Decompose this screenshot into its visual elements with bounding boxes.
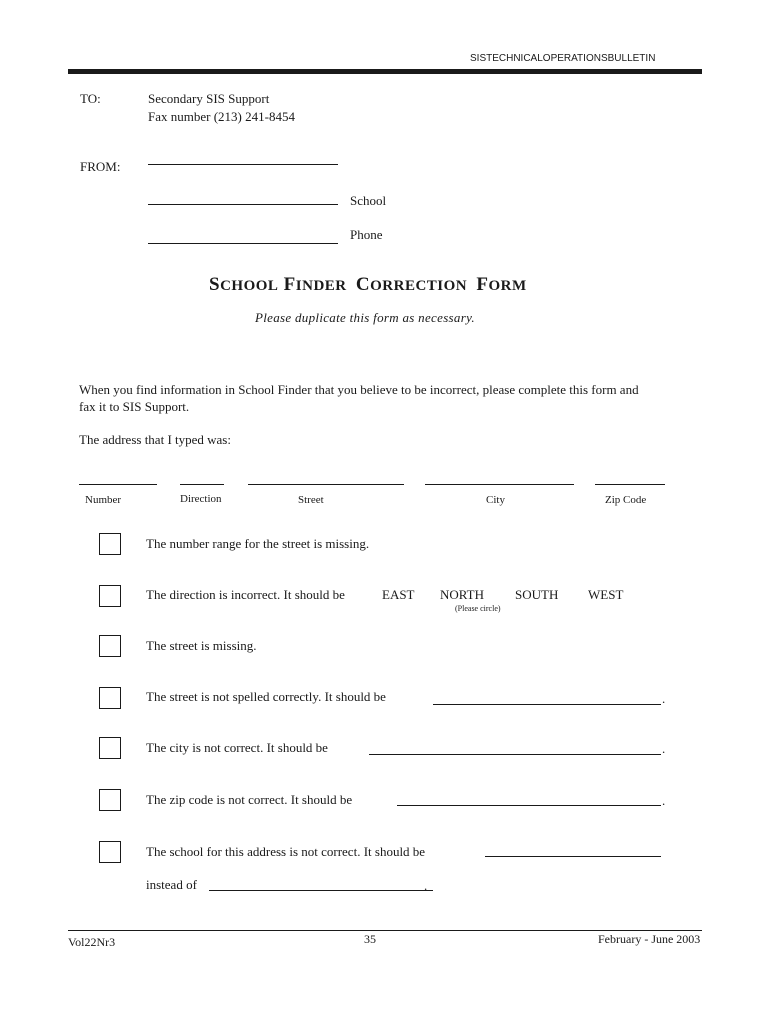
from-name-field[interactable] — [148, 164, 338, 165]
direction-west-option[interactable]: WEST — [588, 587, 624, 602]
from-phone-field[interactable] — [148, 243, 338, 244]
zip-correction-field[interactable] — [397, 805, 661, 806]
intro-line-2: fax it to SIS Support. — [79, 399, 190, 414]
city-correction-field[interactable] — [369, 754, 661, 755]
street-spelling-checkbox[interactable] — [99, 687, 121, 709]
form-title — [209, 274, 527, 296]
to-recipient: Secondary SIS Support — [148, 91, 270, 106]
school-incorrect-checkbox[interactable] — [99, 841, 121, 863]
direction-east-option[interactable]: EAST — [382, 587, 415, 602]
zip-incorrect-text: The zip code is not correct. It should be — [146, 792, 353, 807]
to-fax: Fax number (213) 241-8454 — [148, 109, 295, 124]
city-incorrect-checkbox[interactable] — [99, 737, 121, 759]
street-label: Street — [298, 494, 324, 506]
to-label: TO: — [80, 91, 101, 106]
street-missing-text: The street is missing. — [146, 638, 257, 653]
direction-incorrect-text: The direction is incorrect. It should be — [146, 587, 345, 602]
address-zip-field[interactable] — [595, 484, 665, 485]
zip-label: Zip Code — [605, 494, 647, 506]
zip-incorrect-checkbox[interactable] — [99, 789, 121, 811]
address-number-field[interactable] — [79, 484, 157, 485]
footer-date: February - June 2003 — [598, 932, 701, 946]
instead-of-field[interactable] — [209, 890, 433, 891]
number-label: Number — [85, 494, 122, 506]
title-word-correction: CORRECTION — [355, 274, 468, 295]
title-word-school: SCHOOL — [209, 274, 279, 295]
title-word-finder: FINDER — [283, 274, 347, 295]
city-label: City — [486, 494, 505, 506]
school-correction-field[interactable] — [485, 856, 661, 857]
address-street-field[interactable] — [248, 484, 404, 485]
from-school-field[interactable] — [148, 204, 338, 205]
header-rule — [68, 69, 702, 74]
footer-rule — [68, 930, 702, 931]
zip-period: . — [662, 793, 666, 808]
instead-of-label: instead of — [146, 877, 197, 892]
street-spelling-text: The street is not spelled correctly. It should be — [146, 689, 386, 704]
school-incorrect-text: The school for this address is not correct. It should be — [146, 844, 426, 859]
footer-volume: Vol22Nr3 — [68, 935, 116, 949]
street-spelling-field[interactable] — [433, 704, 661, 705]
title-word-form: FORM — [476, 274, 527, 295]
street-missing-checkbox[interactable] — [99, 635, 121, 657]
range-missing-checkbox[interactable] — [99, 533, 121, 555]
direction-south-option[interactable]: SOUTH — [515, 587, 559, 602]
form-subtitle: Please duplicate this form as necessary. — [255, 310, 475, 325]
intro-line-1: When you find information in School Finder that you believe to be incorrect, please complete this form and — [79, 382, 639, 397]
range-missing-text: The number range for the street is missing. — [146, 536, 370, 551]
direction-incorrect-checkbox[interactable] — [99, 585, 121, 607]
school-label: School — [350, 193, 387, 208]
address-direction-field[interactable] — [180, 484, 224, 485]
from-label: FROM: — [80, 159, 121, 174]
city-incorrect-text: The city is not correct. It should be — [146, 740, 328, 755]
direction-label: Direction — [180, 493, 222, 505]
city-period: . — [662, 741, 666, 756]
direction-north-option[interactable]: NORTH — [440, 587, 484, 602]
bulletin-label: SISTECHNICALOPERATIONSBULLETIN — [470, 53, 656, 64]
street-spelling-period: . — [662, 691, 666, 706]
please-circle-note: (Please circle) — [455, 604, 501, 613]
instead-of-period: . — [424, 878, 428, 893]
phone-label: Phone — [350, 227, 383, 242]
address-city-field[interactable] — [425, 484, 574, 485]
address-prompt: The address that I typed was: — [79, 432, 231, 447]
footer-page-number: 35 — [364, 932, 376, 946]
